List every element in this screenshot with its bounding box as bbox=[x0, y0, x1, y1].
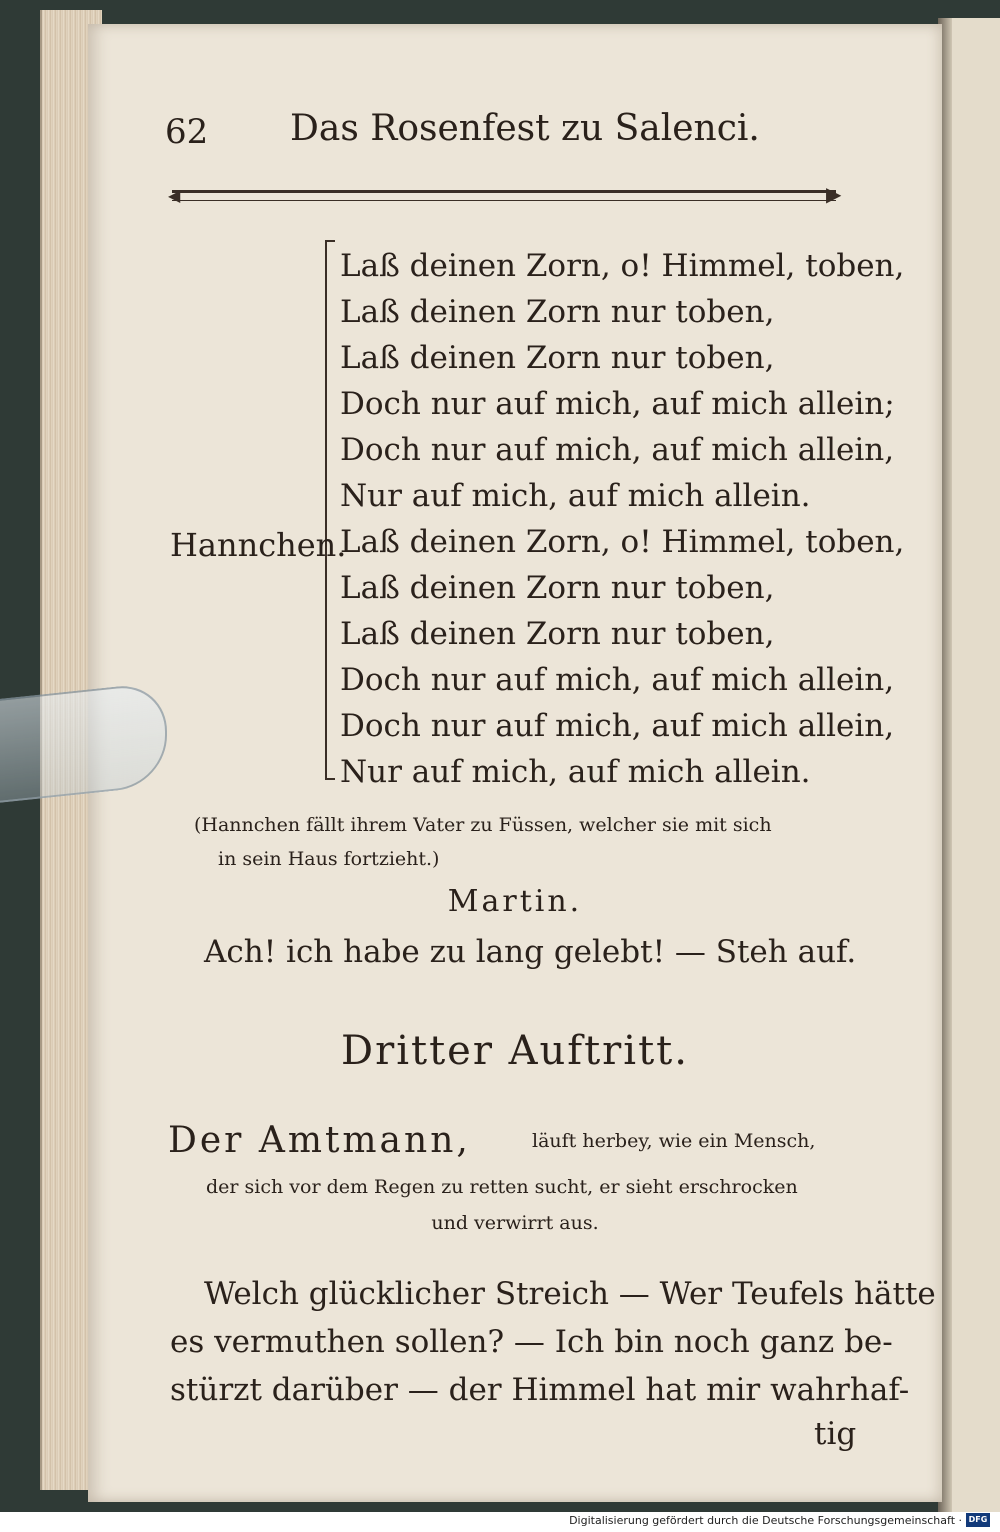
verse-line: Doch nur auf mich, auf mich allein, bbox=[340, 708, 895, 744]
verse-line: Doch nur auf mich, auf mich allein, bbox=[340, 432, 895, 468]
speaker-hannchen: Hannchen. bbox=[170, 526, 347, 564]
rule-ornament-right: ▶ bbox=[826, 182, 842, 206]
speech-line: es vermuthen sollen? — Ich bin noch ganz be- bbox=[170, 1324, 893, 1360]
footer-credit: Digitalisierung gefördert durch die Deutsche Forschungsgemeinschaft · bbox=[569, 1514, 962, 1527]
character-name: Der Amtmann, bbox=[168, 1120, 471, 1161]
rule-ornament-left: ◀ bbox=[168, 186, 181, 205]
verse-line: Doch nur auf mich, auf mich allein; bbox=[340, 386, 895, 422]
stage-direction: (Hannchen fällt ihrem Vater zu Füssen, welcher sie mit sich bbox=[194, 814, 772, 836]
verse-line: Laß deinen Zorn, o! Himmel, toben, bbox=[340, 248, 905, 284]
verse-line: Laß deinen Zorn nur toben, bbox=[340, 340, 775, 376]
verse-bracket bbox=[325, 240, 327, 780]
verse-line: Laß deinen Zorn nur toben, bbox=[340, 294, 775, 330]
catchword: tig bbox=[814, 1416, 857, 1452]
book-page bbox=[88, 24, 942, 1502]
verse-bracket-bottom bbox=[325, 778, 335, 780]
verse-line: Laß deinen Zorn nur toben, bbox=[340, 616, 775, 652]
stage-direction: der sich vor dem Regen zu retten sucht, er sieht erschrocken bbox=[206, 1176, 798, 1198]
stage-direction: in sein Haus fortzieht.) bbox=[218, 848, 440, 870]
scene-heading: Dritter Auftritt. bbox=[341, 1028, 689, 1074]
page-number: 62 bbox=[165, 112, 209, 152]
speaker-martin: Martin. bbox=[447, 884, 583, 919]
verse-line: Laß deinen Zorn nur toben, bbox=[340, 570, 775, 606]
stage-direction: läuft herbey, wie ein Mensch, bbox=[532, 1130, 816, 1152]
stage-direction: und verwirrt aus. bbox=[431, 1212, 599, 1234]
running-title: Das Rosenfest zu Salenci. bbox=[290, 108, 760, 149]
verse-line: Doch nur auf mich, auf mich allein, bbox=[340, 662, 895, 698]
speech-line: stürzt darüber — der Himmel hat mir wahrhaf- bbox=[170, 1372, 910, 1408]
speech-line: Ach! ich habe zu lang gelebt! — Steh auf. bbox=[204, 934, 857, 970]
verse-line: Laß deinen Zorn, o! Himmel, toben, bbox=[340, 524, 905, 560]
verse-bracket-top bbox=[325, 240, 335, 242]
verse-line: Nur auf mich, auf mich allein. bbox=[340, 478, 811, 514]
speech-line: Welch glücklicher Streich — Wer Teufels hätte bbox=[204, 1276, 936, 1312]
verse-line: Nur auf mich, auf mich allein. bbox=[340, 754, 811, 790]
ornamental-rule bbox=[172, 190, 836, 201]
dfg-logo: DFG bbox=[966, 1513, 990, 1527]
